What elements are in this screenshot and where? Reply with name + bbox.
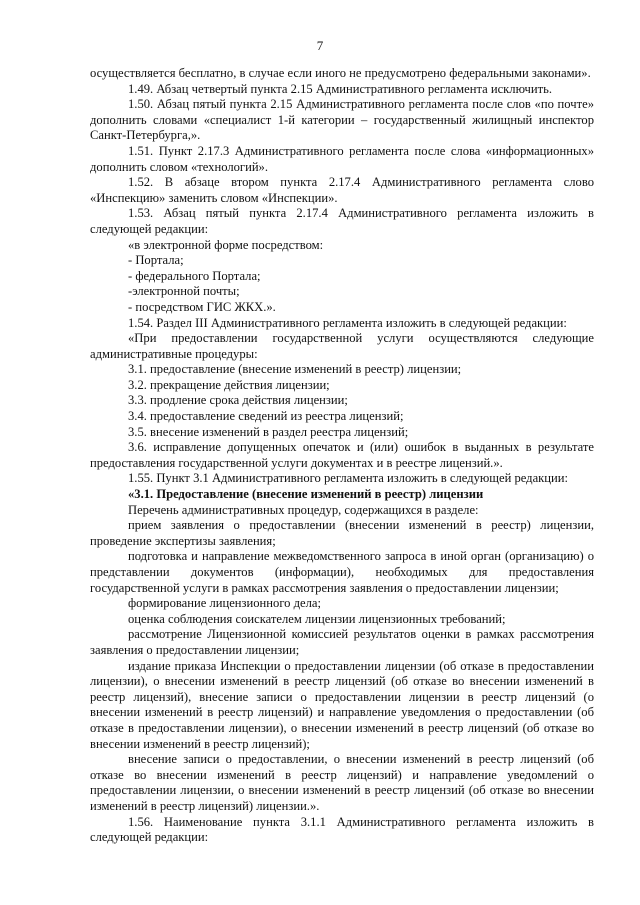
- paragraph-text: 1.55. Пункт 3.1 Административного регламента изложить в следующей редакции:: [128, 471, 569, 486]
- paragraph-text: - федерального Портала;: [128, 268, 261, 283]
- paragraph: [90, 409, 594, 425]
- paragraph-text: подготовка и направление межведомственного запроса в иной орган (организацию) о представлении документов (информации), необходимых для предоставления государственной услуги в рамках рассмотрения заявления о предоставлении лицензии;: [90, 549, 594, 595]
- paragraph: [90, 425, 594, 441]
- paragraph: [90, 206, 594, 237]
- document-body: [90, 66, 594, 846]
- paragraph-text: прием заявления о предоставлении (внесении изменений в реестр) лицензии, проведение экспертизы заявления;: [90, 518, 594, 548]
- paragraph: [90, 97, 594, 144]
- paragraph: [90, 269, 594, 285]
- paragraph: [90, 815, 594, 846]
- paragraph: [90, 627, 594, 658]
- paragraph: [90, 300, 594, 316]
- paragraph: [90, 331, 594, 362]
- paragraph: [90, 752, 594, 814]
- paragraph-text: издание приказа Инспекции о предоставлении лицензии (об отказе в предоставлении лицензии), о внесении изменений в реестр лицензий (об отказе во внесении изменений в реестр лицензий), внесение записи о предоставлении лицензии в реестр лицензий (о внесении изменений в реестр лицензий) и направление уведомления о предоставлении (об отказе в предоставлении лицензии), о внесении изменений в реестр лицензий (об отказе во внесении изменений в реестр лицензий);: [90, 658, 594, 751]
- paragraph: [90, 596, 594, 612]
- paragraph-text: -электронной почты;: [128, 284, 240, 299]
- paragraph-text: 1.51. Пункт 2.17.3 Административного регламента после слова «информационных» дополнить словом «технологий».: [90, 143, 594, 174]
- paragraph: [90, 378, 594, 394]
- paragraph: [90, 659, 594, 753]
- paragraph-text: 1.49. Абзац четвертый пункта 2.15 Административного регламента исключить.: [128, 81, 552, 96]
- paragraph: [90, 393, 594, 409]
- paragraph: [90, 362, 594, 378]
- paragraph: [90, 440, 594, 471]
- paragraph: [90, 144, 594, 175]
- paragraph-text: 1.50. Абзац пятый пункта 2.15 Административного регламента после слов «по почте» дополнить словами «специалист 1-й категории – государственный жилищный инспектор Санкт-Петербурга,».: [90, 97, 594, 143]
- paragraph: [90, 503, 594, 519]
- paragraph-text: осуществляется бесплатно, в случае если иного не предусмотрено федеральными законами».: [90, 66, 591, 80]
- paragraph: [90, 487, 594, 503]
- paragraph-text: «в электронной форме посредством:: [128, 237, 324, 252]
- paragraph: [90, 518, 594, 549]
- paragraph: [90, 66, 594, 82]
- paragraph-text: 1.54. Раздел III Административного регламента изложить в следующей редакции:: [128, 315, 567, 330]
- paragraph-text: 1.56. Наименование пункта 3.1.1 Административного регламента изложить в следующей редакции:: [90, 814, 594, 845]
- paragraph-text: рассмотрение Лицензионной комиссией результатов оценки в рамках рассмотрения заявления о предоставлении лицензии;: [90, 627, 594, 657]
- paragraph: [90, 238, 594, 254]
- paragraph-text: - посредством ГИС ЖКХ.».: [128, 299, 276, 314]
- paragraph-text: 3.2. прекращение действия лицензии;: [128, 377, 330, 392]
- paragraph: [90, 253, 594, 269]
- paragraph: [90, 175, 594, 206]
- paragraph-text: - Портала;: [128, 253, 184, 268]
- paragraph-text: 1.52. В абзаце втором пункта 2.17.4 Административного регламента слово «Инспекцию» заменить словом «Инспекции».: [90, 175, 594, 205]
- paragraph: [90, 549, 594, 596]
- page-number: 7: [316, 38, 324, 53]
- paragraph-text: оценка соблюдения соискателем лицензии лицензионных требований;: [128, 611, 506, 626]
- paragraph-text: 3.3. продление срока действия лицензии;: [128, 393, 348, 408]
- paragraph-text: 3.4. предоставление сведений из реестра лицензий;: [128, 409, 404, 424]
- paragraph: [90, 612, 594, 628]
- paragraph: [90, 82, 594, 98]
- paragraph-text: формирование лицензионного дела;: [128, 596, 322, 611]
- paragraph-text: 1.53. Абзац пятый пункта 2.17.4 Административного регламента изложить в следующей редакции:: [90, 206, 594, 236]
- paragraph-text: «При предоставлении государственной услуги осуществляются следующие административные процедуры:: [90, 331, 594, 361]
- paragraph-text: Перечень административных процедур, содержащихся в разделе:: [128, 502, 479, 517]
- paragraph: [90, 284, 594, 300]
- paragraph: [90, 471, 594, 487]
- paragraph-text: внесение записи о предоставлении, о внесении изменений в реестр лицензий (об отказе во внесении изменений в реестр лицензий) и направление уведомлений о предоставлении лицензии, о внесении изменений в реестр лицензий (об отказе во внесении изменений в реестр лицензий) лицензии.».: [90, 752, 594, 813]
- paragraph: [90, 316, 594, 332]
- paragraph-text: «3.1. Предоставление (внесение изменений в реестр) лицензии: [128, 487, 484, 502]
- paragraph-text: 3.1. предоставление (внесение изменений в реестр) лицензии;: [128, 362, 462, 377]
- paragraph-text: 3.5. внесение изменений в раздел реестра лицензий;: [128, 424, 409, 439]
- paragraph-text: 3.6. исправление допущенных опечаток и (или) ошибок в выданных в результате предоставления государственной услуги документах и в реестре лицензий.».: [90, 440, 594, 470]
